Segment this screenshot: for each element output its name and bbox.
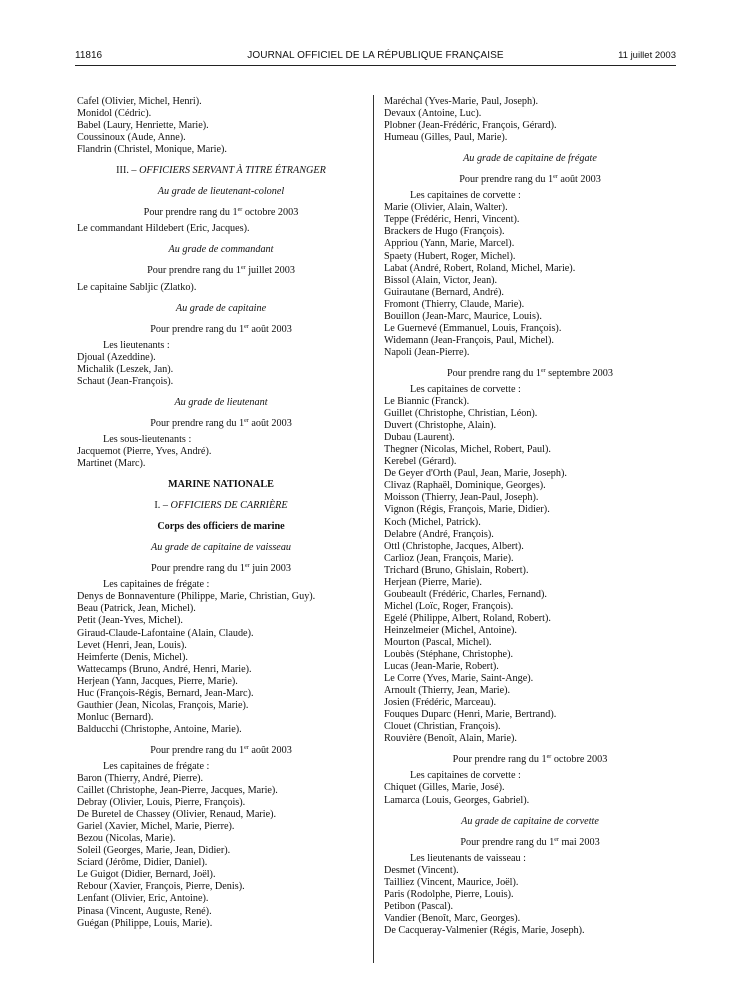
name-entry: Koch (Michel, Patrick).	[384, 516, 481, 528]
name-entry: Schaut (Jean-François).	[77, 375, 174, 387]
corps-heading: Corps des officiers de marine	[157, 521, 285, 533]
name-entry: Guillet (Christophe, Christian, Léon).	[384, 408, 538, 420]
name-entry: Arnoult (Thierry, Jean, Marie).	[384, 685, 511, 697]
group-label: Les capitaines de corvette :	[410, 383, 521, 395]
name-entry: Levet (Henri, Jean, Louis).	[77, 639, 187, 651]
name-entry: De Buretel de Chassey (Olivier, Renaud, Marie).	[77, 809, 277, 821]
name-entry: Petibon (Pascal).	[384, 900, 454, 912]
column-divider	[373, 95, 374, 963]
name-entry: Egelé (Philippe, Albert, Roland, Robert).	[384, 612, 551, 624]
name-list	[77, 96, 365, 156]
group-label: Les capitaines de corvette :	[410, 190, 521, 202]
name-list	[384, 865, 676, 937]
name-entry: Goubeault (Frédéric, Charles, Fernand).	[384, 588, 547, 600]
name-entry: Beau (Patrick, Jean, Michel).	[77, 603, 196, 615]
name-entry: Teppe (Frédéric, Henri, Vincent).	[384, 214, 520, 226]
name-entry: Petit (Jean-Yves, Michel).	[77, 615, 183, 627]
name-entry: Fromont (Thierry, Claude, Marie).	[384, 298, 525, 310]
name-entry: Duvert (Christophe, Alain).	[384, 420, 497, 432]
name-entry: Giraud-Claude-Lafontaine (Alain, Claude).	[77, 627, 254, 639]
name-list	[77, 223, 365, 235]
name-entry: Tailliez (Vincent, Maurice, Joël).	[384, 876, 519, 888]
name-entry: Le Corre (Yves, Marie, Saint-Ange).	[384, 673, 534, 685]
name-entry: Moisson (Thierry, Jean-Paul, Joseph).	[384, 492, 539, 504]
name-entry: Ottl (Christophe, Jacques, Albert).	[384, 540, 524, 552]
name-entry: Brackers de Hugo (François).	[384, 226, 505, 238]
group-label: Les sous-lieutenants :	[103, 433, 192, 445]
name-entry: De Cacqueray-Valmenier (Régis, Marie, Joseph).	[384, 924, 585, 936]
rank-date: Pour prendre rang du 1er octobre 2003	[452, 754, 608, 766]
rank-date: Pour prendre rang du 1er août 2003	[150, 417, 292, 429]
group-label: Les lieutenants :	[103, 339, 170, 351]
name-entry: Sciard (Jérôme, Didier, Daniel).	[77, 857, 208, 869]
rank-date: Pour prendre rang du 1er août 2003	[150, 744, 292, 756]
name-entry: Jacquemot (Pierre, Yves, André).	[77, 445, 212, 457]
grade-heading: Au grade de capitaine	[175, 302, 267, 314]
name-list	[384, 202, 676, 359]
page-number: 11816	[75, 50, 103, 61]
rank-date: Pour prendre rang du 1er août 2003	[150, 323, 292, 335]
name-entry: Clouet (Christian, François).	[384, 721, 501, 733]
name-entry: Soleil (Georges, Marie, Jean, Didier).	[77, 845, 231, 857]
issue-date: 11 juillet 2003	[618, 50, 676, 61]
name-entry: Labat (André, Robert, Roland, Michel, Marie).	[384, 262, 576, 274]
name-entry: Delabre (André, François).	[384, 528, 494, 540]
grade-heading: Au grade de lieutenant-colonel	[157, 186, 285, 198]
journal-title: JOURNAL OFFICIEL DE LA RÉPUBLIQUE FRANÇAISE	[247, 50, 504, 61]
name-entry: De Geyer d'Orth (Paul, Jean, Marie, Joseph).	[384, 468, 567, 480]
name-entry: Trichard (Bruno, Ghislain, Robert).	[384, 564, 529, 576]
name-entry: Monidol (Cédric).	[77, 108, 152, 120]
name-entry: Gauthier (Jean, Nicolas, François, Marie).	[77, 699, 249, 711]
name-entry: Monluc (Bernard).	[77, 711, 154, 723]
name-entry: Djoual (Azeddine).	[77, 351, 156, 363]
header-rule	[75, 65, 676, 66]
name-entry: Josien (Frédéric, Marceau).	[384, 697, 497, 709]
name-list	[77, 446, 365, 470]
name-entry: Devaux (Antoine, Luc).	[384, 108, 482, 120]
name-entry: Rouvière (Benoît, Alain, Marie).	[384, 733, 517, 745]
name-list	[384, 96, 676, 144]
left-column	[77, 96, 365, 930]
name-entry: Plobner (Jean-Frédéric, François, Gérard).	[384, 120, 557, 132]
name-entry: Marie (Olivier, Alain, Walter).	[384, 202, 508, 214]
grade-heading: Au grade de lieutenant	[174, 396, 268, 408]
name-entry: Balducchi (Christophe, Antoine, Marie).	[77, 723, 242, 735]
name-entry: Spaety (Hubert, Roger, Michel).	[384, 250, 516, 262]
marine-title: MARINE NATIONALE	[168, 479, 274, 491]
name-entry: Lamarca (Louis, Georges, Gabriel).	[384, 794, 530, 806]
name-entry: Debray (Olivier, Louis, Pierre, François).	[77, 797, 246, 809]
name-entry: Le Guigot (Didier, Bernard, Joël).	[77, 869, 216, 881]
name-entry: Le capitaine Sabljic (Zlatko).	[77, 281, 197, 293]
name-list	[384, 396, 676, 745]
name-entry: Michel (Loïc, Roger, François).	[384, 600, 514, 612]
name-entry: Herjean (Yann, Jacques, Pierre, Marie).	[77, 675, 238, 687]
name-entry: Rebour (Xavier, François, Pierre, Denis).	[77, 881, 245, 893]
section-heading: I. – OFFICIERS DE CARRIÈRE	[154, 500, 288, 512]
rank-date: Pour prendre rang du 1er septembre 2003	[447, 367, 613, 379]
name-entry: Guirautane (Bernard, André).	[384, 286, 504, 298]
grade-heading: Au grade de capitaine de frégate	[463, 153, 597, 165]
name-entry: Vandier (Benoît, Marc, Georges).	[384, 912, 521, 924]
rank-date: Pour prendre rang du 1er août 2003	[459, 174, 601, 186]
name-entry: Caillet (Christophe, Jean-Pierre, Jacques, Marie).	[77, 785, 278, 797]
name-list	[77, 591, 365, 736]
grade-heading: Au grade de commandant	[168, 244, 274, 256]
name-entry: Flandrin (Christel, Monique, Marie).	[77, 144, 227, 156]
name-entry: Bouillon (Jean-Marc, Maurice, Louis).	[384, 310, 542, 322]
name-entry: Thegner (Nicolas, Michel, Robert, Paul).	[384, 444, 551, 456]
name-entry: Humeau (Gilles, Paul, Marie).	[384, 132, 508, 144]
name-entry: Chiquet (Gilles, Marie, José).	[384, 782, 505, 794]
name-entry: Carlioz (Jean, François, Marie).	[384, 552, 514, 564]
name-entry: Herjean (Pierre, Marie).	[384, 576, 482, 588]
name-entry: Le Biannic (Franck).	[384, 396, 470, 408]
group-label: Les capitaines de frégate :	[103, 760, 210, 772]
name-entry: Baron (Thierry, André, Pierre).	[77, 773, 204, 785]
name-entry: Maréchal (Yves-Marie, Paul, Joseph).	[384, 96, 539, 107]
grade-heading: Au grade de capitaine de corvette	[461, 815, 599, 827]
grade-heading: Au grade de capitaine de vaisseau	[150, 542, 292, 554]
name-entry: Lenfant (Olivier, Eric, Antoine).	[77, 893, 209, 905]
name-entry: Huc (François-Régis, Bernard, Jean-Marc).	[77, 687, 254, 699]
name-entry: Loubès (Stéphane, Christophe).	[384, 649, 514, 661]
name-entry: Vignon (Régis, François, Marie, Didier).	[384, 504, 550, 516]
rank-date: Pour prendre rang du 1er octobre 2003	[143, 207, 299, 219]
rank-date: Pour prendre rang du 1er juin 2003	[151, 563, 291, 575]
name-entry: Fouques Duparc (Henri, Marie, Bertrand).	[384, 709, 557, 721]
rank-date: Pour prendre rang du 1er mai 2003	[460, 836, 600, 848]
name-entry: Dubau (Laurent).	[384, 432, 455, 444]
section-heading: III. – OFFICIERS SERVANT À TITRE ÉTRANGER	[116, 165, 326, 177]
name-entry: Martinet (Marc).	[77, 458, 146, 470]
name-entry: Lucas (Jean-Marie, Robert).	[384, 661, 499, 673]
name-list	[77, 352, 365, 388]
name-entry: Heimferte (Denis, Michel).	[77, 651, 188, 663]
name-entry: Gariel (Xavier, Michel, Marie, Pierre).	[77, 821, 235, 833]
name-entry: Kerebel (Gérard).	[384, 456, 457, 468]
rank-date: Pour prendre rang du 1er juillet 2003	[147, 265, 295, 277]
name-list	[77, 282, 365, 294]
name-entry: Mourton (Pascal, Michel).	[384, 636, 492, 648]
name-list	[77, 773, 365, 930]
group-label: Les lieutenants de vaisseau :	[410, 852, 526, 864]
name-entry: Bezou (Nicolas, Marie).	[77, 833, 176, 845]
name-entry: Heinzelmeier (Michel, Antoine).	[384, 624, 517, 636]
name-entry: Coussinoux (Aude, Anne).	[77, 132, 186, 144]
name-entry: Appriou (Yann, Marie, Marcel).	[384, 238, 515, 250]
name-entry: Napoli (Jean-Pierre).	[384, 346, 470, 358]
name-entry: Paris (Rodolphe, Pierre, Louis).	[384, 888, 514, 900]
name-entry: Le commandant Hildebert (Eric, Jacques).	[77, 223, 250, 235]
name-entry: Michalik (Leszek, Jan).	[77, 363, 174, 375]
name-entry: Bissol (Alain, Victor, Jean).	[384, 274, 498, 286]
name-entry: Guégan (Philippe, Louis, Marie).	[77, 917, 213, 929]
name-entry: Pinasa (Vincent, Auguste, René).	[77, 905, 212, 917]
name-entry: Desmet (Vincent).	[384, 864, 459, 876]
name-list	[384, 782, 676, 806]
name-entry: Widemann (Jean-François, Paul, Michel).	[384, 334, 554, 346]
name-entry: Babel (Laury, Henriette, Marie).	[77, 120, 209, 132]
name-entry: Cafel (Olivier, Michel, Henri).	[77, 96, 202, 107]
group-label: Les capitaines de corvette :	[410, 770, 521, 782]
name-entry: Clivaz (Raphaël, Dominique, Georges).	[384, 480, 546, 492]
page-header	[75, 50, 676, 66]
group-label: Les capitaines de frégate :	[103, 579, 210, 591]
name-entry: Denys de Bonnaventure (Philippe, Marie, Christian, Guy).	[77, 591, 316, 603]
name-entry: Wattecamps (Bruno, André, Henri, Marie).	[77, 663, 252, 675]
right-column	[384, 96, 676, 937]
name-entry: Le Guernevé (Emmanuel, Louis, François).	[384, 322, 562, 334]
